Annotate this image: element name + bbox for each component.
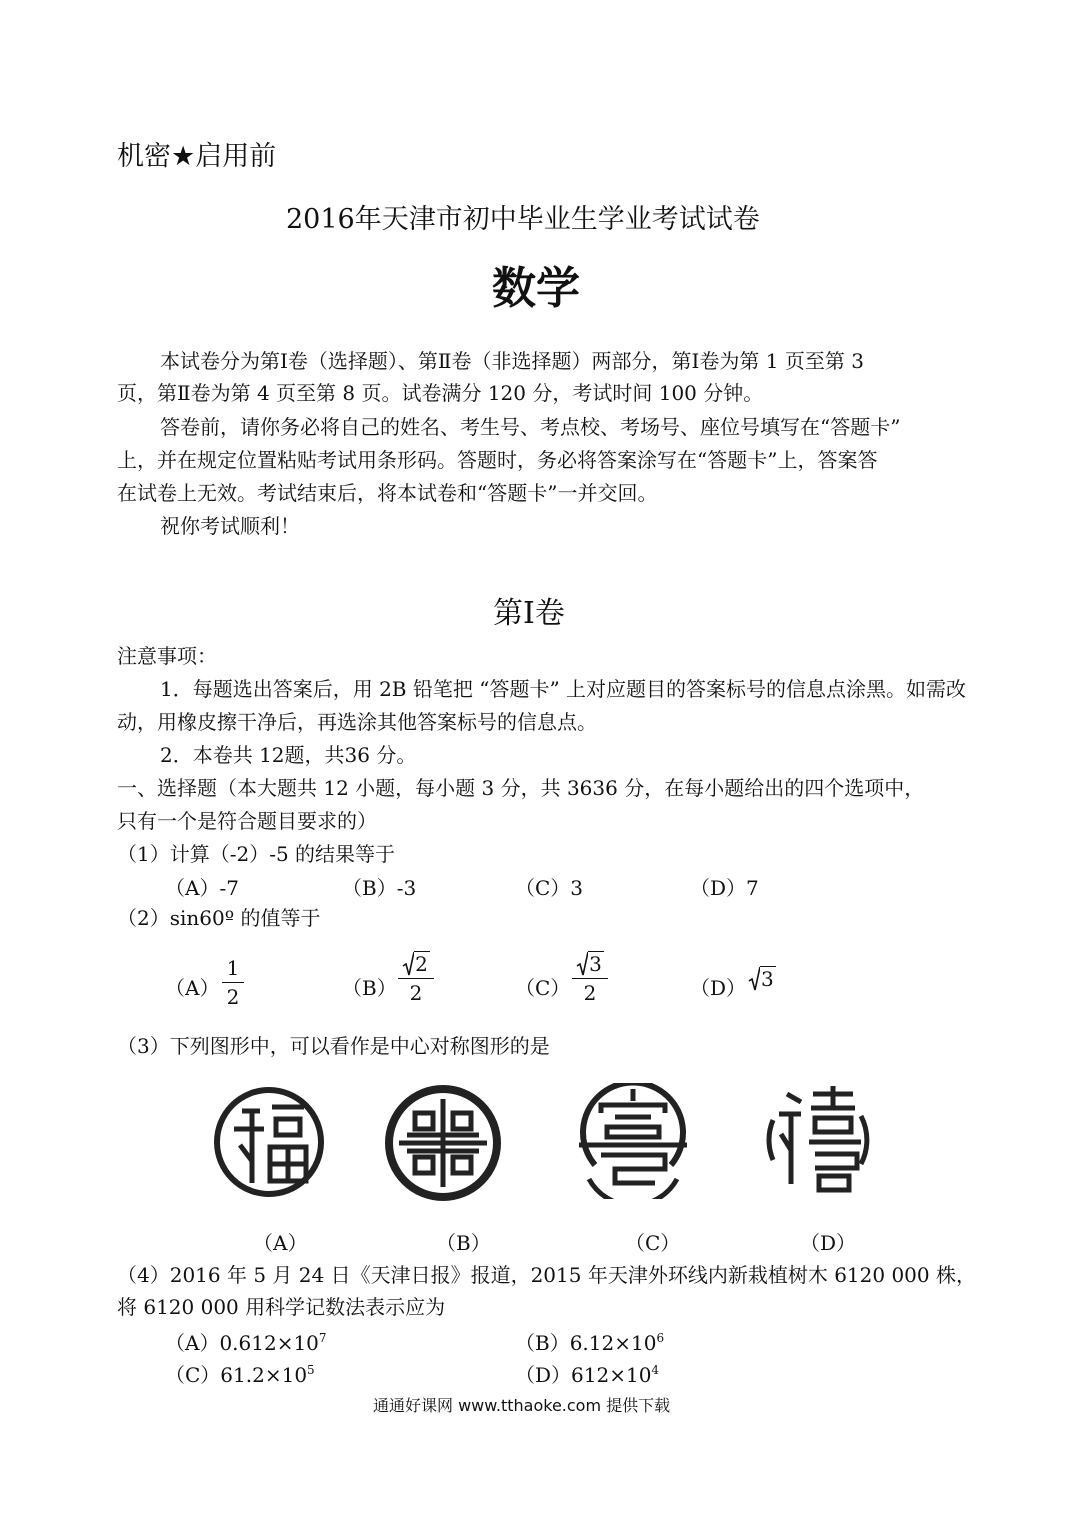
question-2-option-d-label: （D） xyxy=(690,976,747,1000)
option-mantissa: （A）0.612×10 xyxy=(165,1331,319,1355)
intro-paragraph-2-line-2: 上，并在规定位置粘贴考试用条形码。答题时，务必将答案涂写在“答题卡”上，答案答 xyxy=(117,448,878,472)
question-1-option-d: （D）7 xyxy=(690,876,759,900)
question-3-option-b-label: （B） xyxy=(436,1231,491,1255)
symmetric-character-emblem xyxy=(385,1085,501,1201)
notice-label: 注意事项： xyxy=(117,644,217,668)
question-2-option-c-label: （C） xyxy=(515,976,571,1000)
fraction-bar xyxy=(572,978,608,979)
question-4-option-d xyxy=(515,1359,659,1388)
question-2-option-a-label: （A） xyxy=(165,976,220,1000)
question-4-stem-line-1: （4）2016 年 5 月 24 日《天津日报》报道，2015 年天津外环线内新栽植树木 6120 000 株， xyxy=(117,1263,976,1287)
question-2-stem: （2）sin60º 的值等于 xyxy=(117,906,321,930)
notice-2: 2．本卷共 12题，共36 分。 xyxy=(160,743,417,767)
xi-character-emblem xyxy=(757,1080,875,1198)
fraction-numerator xyxy=(398,951,434,977)
intro-paragraph-1-line-1: 本试卷分为第Ⅰ卷（选择题）、第Ⅱ卷（非选择题）两部分，第Ⅰ卷为第 1 页至第 3 xyxy=(160,349,864,373)
part-1-heading-line-1: 一、选择题（本大题共 12 小题，每小题 3 分，共 3636 分，在每小题给出的四个选项中， xyxy=(117,776,925,800)
question-2-option-b-fraction xyxy=(398,951,434,1006)
notice-1-line-1: 1．每题选出答案后，用 2B 铅笔把 “答题卡” 上对应题目的答案标号的信息点涂黑。如需改 xyxy=(160,677,967,701)
shou-character-emblem xyxy=(575,1083,691,1199)
option-exponent: 6 xyxy=(656,1331,665,1345)
question-1-option-a: （A）-7 xyxy=(165,876,239,900)
fraction-numerator: 1 xyxy=(226,956,240,980)
question-1-option-b: （B）-3 xyxy=(342,876,417,900)
footer-download-note: 通通好课网 www.tthaoke.com 提供下载 xyxy=(373,1396,671,1415)
question-4-option-c xyxy=(165,1359,315,1388)
question-1-stem: （1）计算（-2）-5 的结果等于 xyxy=(117,842,396,866)
radicand: 3 xyxy=(589,952,602,976)
radicand: 2 xyxy=(415,952,428,976)
question-4-option-a xyxy=(165,1327,327,1356)
fraction-bar xyxy=(222,982,244,983)
square-root-icon xyxy=(748,966,776,992)
question-2-option-d-value xyxy=(748,966,776,992)
question-2-option-c-fraction xyxy=(572,951,608,1006)
notice-1-line-2: 动，用橡皮擦干净后，再选涂其他答案标号的信息点。 xyxy=(117,710,597,734)
intro-paragraph-2-line-1: 答卷前，请你务必将自己的姓名、考生号、考点校、考场号、座位号填写在“答题卡” xyxy=(160,415,901,439)
question-1-option-c: （C）3 xyxy=(515,876,584,900)
square-root-icon xyxy=(402,951,430,977)
radicand: 3 xyxy=(761,967,774,991)
option-mantissa: （B）6.12×10 xyxy=(515,1331,657,1355)
fraction-numerator xyxy=(572,951,608,977)
question-3-option-d-label: （D） xyxy=(800,1231,857,1255)
question-3-option-c-label: （C） xyxy=(625,1231,681,1255)
option-exponent: 4 xyxy=(651,1363,660,1377)
question-4-option-b xyxy=(515,1327,664,1356)
option-mantissa: （D）612×10 xyxy=(515,1363,652,1387)
fraction-bar xyxy=(398,978,434,979)
question-2-option-b-label: （B） xyxy=(342,976,397,1000)
question-3-stem: （3）下列图形中，可以看作是中心对称图形的是 xyxy=(117,1034,550,1058)
square-root-icon xyxy=(576,951,604,977)
option-exponent: 7 xyxy=(318,1331,327,1345)
section-title: 第Ⅰ卷 xyxy=(493,596,565,631)
question-2-option-a-fraction xyxy=(222,955,244,1010)
fraction-denominator: 2 xyxy=(409,981,423,1005)
fraction-denominator: 2 xyxy=(583,981,597,1005)
intro-paragraph-1-line-2: 页，第Ⅱ卷为第 4 页至第 8 页。试卷满分 120 分，考试时间 100 分钟。 xyxy=(117,381,764,405)
option-exponent: 5 xyxy=(307,1363,315,1377)
exam-title: 2016年天津市初中毕业生学业考试试卷 xyxy=(286,204,760,235)
fu-character-emblem xyxy=(212,1085,326,1199)
subject-title: 数学 xyxy=(492,263,580,314)
intro-paragraph-2-line-3: 在试卷上无效。考试结束后，将本试卷和“答题卡”一并交回。 xyxy=(117,481,658,505)
intro-good-luck: 祝你考试顺利！ xyxy=(160,514,300,538)
fraction-denominator: 2 xyxy=(226,985,240,1009)
question-3-option-a-label: （A） xyxy=(253,1231,308,1255)
confidential-mark: 机密★启用前 xyxy=(117,141,277,172)
question-4-stem-line-2: 将 6120 000 用科学记数法表示应为 xyxy=(117,1295,446,1319)
part-1-heading-line-2: 只有一个是符合题目要求的） xyxy=(117,809,377,833)
option-mantissa: （C）61.2×10 xyxy=(165,1363,308,1387)
